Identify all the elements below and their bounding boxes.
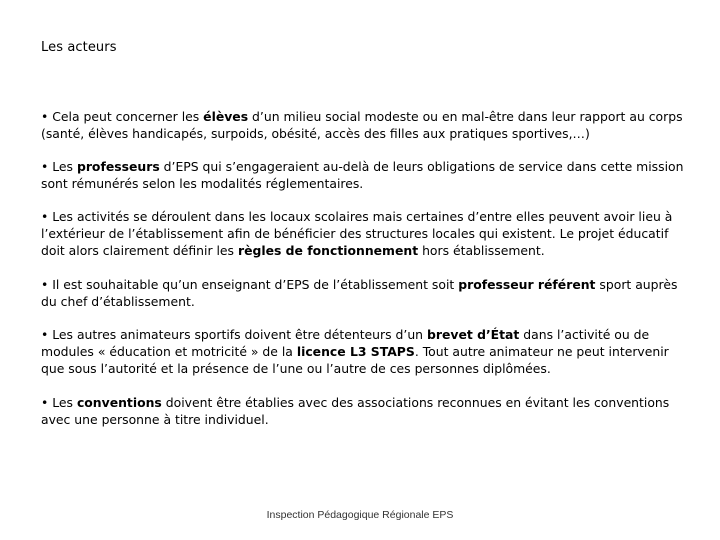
bold-term: règles de fonctionnement <box>237 243 419 258</box>
bold-term: élèves <box>203 109 249 124</box>
paragraph-text: hors établissement. <box>418 243 545 258</box>
paragraph-text: sport auprès du chef d’établissement. <box>41 277 678 309</box>
bold-term: professeurs <box>76 159 160 174</box>
paragraph-animateurs <box>41 326 691 377</box>
bold-term: licence L3 STAPS <box>296 344 415 359</box>
paragraph-text: dans l’activité ou de modules « éducation et motricité » de la <box>41 327 650 359</box>
paragraph-activites <box>41 208 691 259</box>
paragraph-referent <box>41 276 691 310</box>
paragraph-text: d’un milieu social modeste ou en mal-être dans leur rapport au corps (santé, élèves handicapés, surpoids, obésité, accès des filles aux pratiques sportives,…) <box>41 109 683 141</box>
paragraph-professeurs <box>41 158 691 192</box>
page-title: Les acteurs <box>41 40 117 55</box>
paragraph-eleves <box>41 108 691 142</box>
paragraph-text: • Cela peut concerner les <box>41 109 204 124</box>
paragraph-text: • Les <box>41 159 77 174</box>
paragraph-text: • Il est souhaitable qu’un enseignant d’EPS de l’établissement soit <box>41 277 459 292</box>
paragraph-text: d’EPS qui s’engageraient au-delà de leurs obligations de service dans cette mission sont rémunérés selon les modalités réglementaires. <box>41 159 684 191</box>
paragraph-text: . Tout autre animateur ne peut intervenir que sous l’autorité et la présence de l’une ou l’autre de ces personnes diplômées. <box>41 344 669 376</box>
paragraph-text: • Les autres animateurs sportifs doivent être détenteurs d’un <box>41 327 427 342</box>
paragraph-conventions <box>41 394 691 428</box>
paragraph-text: • Les <box>41 395 77 410</box>
bold-term: professeur référent <box>458 277 596 292</box>
page-footer: Inspection Pédagogique Régionale EPS <box>266 509 454 521</box>
paragraph-text: • Les activités se déroulent dans les locaux scolaires mais certaines d’entre elles peuvent avoir lieu à l’extérieur de l’établissement afin de bénéficier des structures locales qui existent. Le projet éducatif doit alors clairement définir les <box>41 209 673 258</box>
bold-term: brevet d’État <box>426 327 520 342</box>
bold-term: conventions <box>76 395 162 410</box>
paragraph-text: doivent être établies avec des associations reconnues en évitant les conventions avec une personne à titre individuel. <box>41 395 670 427</box>
